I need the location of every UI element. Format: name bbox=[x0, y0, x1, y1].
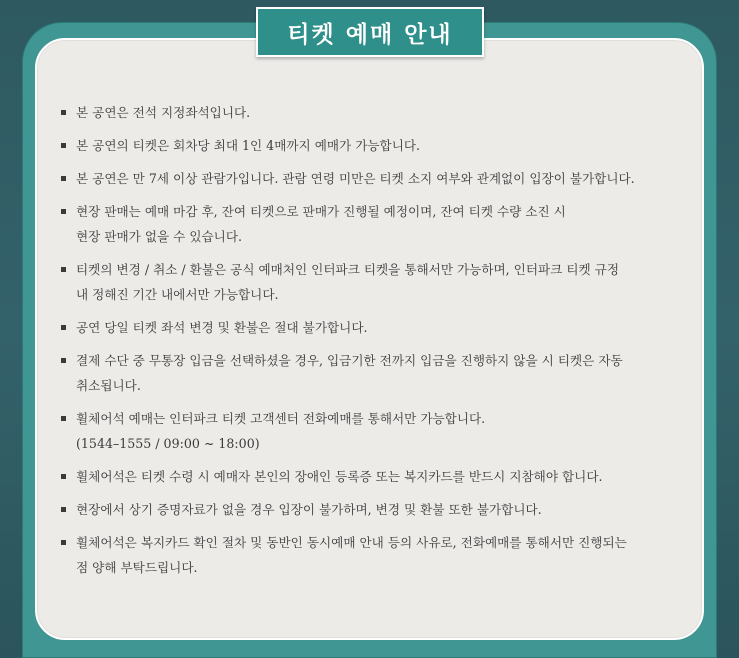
notice-text-line: 티켓의 변경 / 취소 / 환불은 공식 예매처인 인터파크 티켓을 통해서만 가능하며, 인터파크 티켓 규정 bbox=[76, 262, 619, 277]
notice-text-line: 현장 판매가 없을 수 있습니다. bbox=[76, 229, 243, 244]
notice-item bbox=[61, 100, 681, 125]
notice-text-line: 본 공연은 전석 지정좌석입니다. bbox=[76, 105, 251, 120]
page-title: 티켓 예매 안내 bbox=[287, 21, 453, 48]
notice-text-line: 현장에서 상기 증명자료가 없을 경우 입장이 불가하며, 변경 및 환불 또한 불가합니다. bbox=[76, 502, 542, 517]
notice-list bbox=[61, 100, 681, 588]
bullet-square-icon bbox=[61, 507, 66, 512]
notice-text-line: 취소됩니다. bbox=[76, 378, 141, 393]
notice-text-line: 내 정해진 기간 내에서만 가능합니다. bbox=[76, 287, 279, 302]
bullet-square-icon bbox=[61, 416, 66, 421]
bullet-square-icon bbox=[61, 143, 66, 148]
bullet-square-icon bbox=[61, 325, 66, 330]
bullet-square-icon bbox=[61, 358, 66, 363]
notice-item bbox=[61, 406, 681, 456]
notice-text-line: 점 양해 부탁드립니다. bbox=[76, 560, 198, 575]
notice-text-line: 본 공연의 티켓은 회차당 최대 1인 4매까지 예매가 가능합니다. bbox=[76, 138, 421, 153]
bullet-square-icon bbox=[61, 540, 66, 545]
notice-item bbox=[61, 464, 681, 489]
notice-text-line: 휠체어석은 복지카드 확인 절차 및 동반인 동시예매 안내 등의 사유로, 전화예매를 통해서만 진행되는 bbox=[76, 535, 627, 550]
title-banner bbox=[256, 7, 484, 57]
notice-item bbox=[61, 133, 681, 158]
bullet-square-icon bbox=[61, 110, 66, 115]
notice-item bbox=[61, 315, 681, 340]
notice-text-line: 현장 판매는 예매 마감 후, 잔여 티켓으로 판매가 진행될 예정이며, 잔여 티켓 수량 소진 시 bbox=[76, 204, 566, 219]
bullet-square-icon bbox=[61, 474, 66, 479]
notice-item bbox=[61, 166, 681, 191]
notice-item bbox=[61, 530, 681, 580]
notice-text-line: 본 공연은 만 7세 이상 관람가입니다. 관람 연령 미만은 티켓 소지 여부와 관계없이 입장이 불가합니다. bbox=[76, 171, 635, 186]
notice-item bbox=[61, 257, 681, 307]
bullet-square-icon bbox=[61, 176, 66, 181]
notice-text-line: 휠체어석 예매는 인터파크 티켓 고객센터 전화예매를 통해서만 가능합니다. bbox=[76, 411, 486, 426]
notice-item bbox=[61, 497, 681, 522]
notice-text-line: 결제 수단 중 무통장 입금을 선택하셨을 경우, 입금기한 전까지 입금을 진행하지 않을 시 티켓은 자동 bbox=[76, 353, 623, 368]
notice-item bbox=[61, 348, 681, 398]
bullet-square-icon bbox=[61, 267, 66, 272]
bullet-square-icon bbox=[61, 209, 66, 214]
notice-text-line: (1544–1555 / 09:00 ~ 18:00) bbox=[76, 436, 260, 451]
notice-text-line: 휠체어석은 티켓 수령 시 예매자 본인의 장애인 등록증 또는 복지카드를 반드시 지참해야 합니다. bbox=[76, 469, 603, 484]
notice-item bbox=[61, 199, 681, 249]
notice-text-line: 공연 당일 티켓 좌석 변경 및 환불은 절대 불가합니다. bbox=[76, 320, 368, 335]
